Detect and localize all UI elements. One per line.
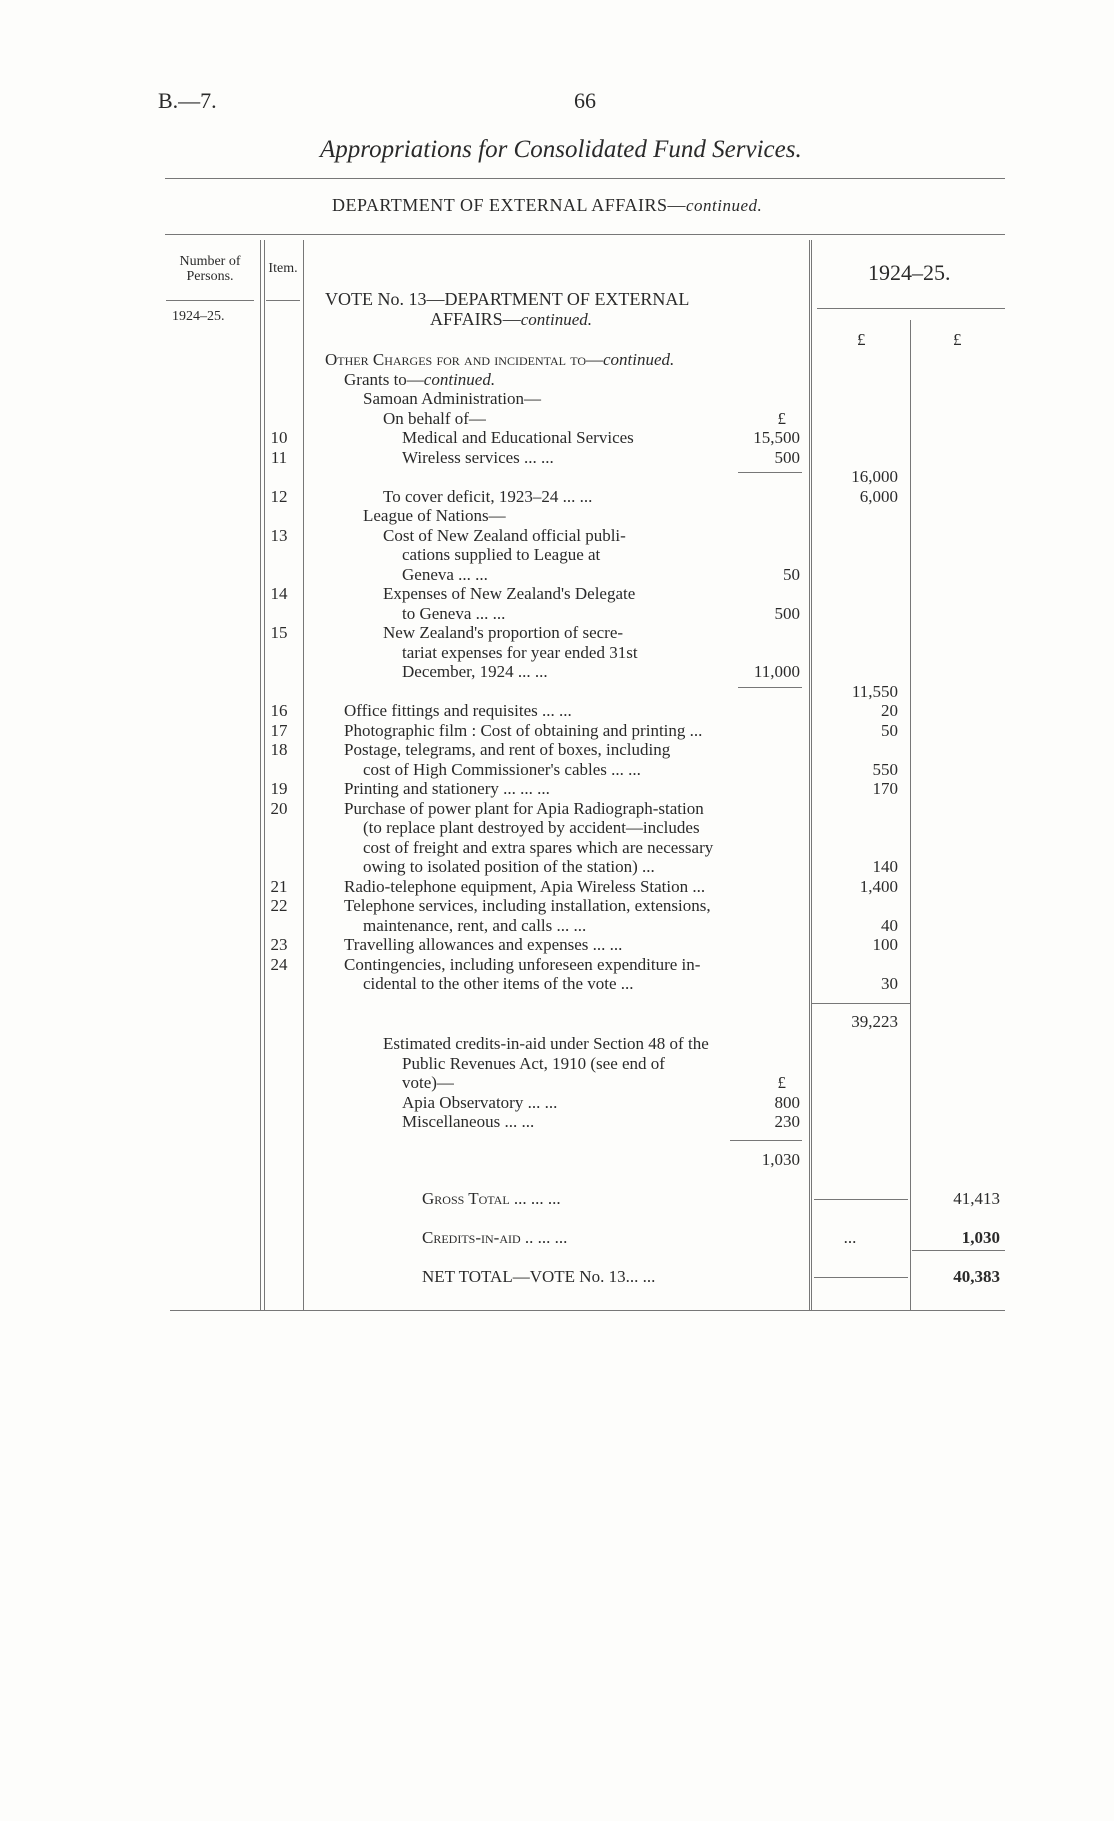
item-description: Expenses of New Zealand's Delegate	[383, 584, 636, 603]
item-description: To cover deficit, 1923–24 ... ...	[383, 486, 593, 506]
credits-intro: Public Revenues Act, 1910 (see end of	[402, 1053, 665, 1073]
item-total-amount: 100	[872, 935, 898, 954]
item-total-amount: 550	[872, 759, 898, 779]
item-sub-amount: 50	[783, 564, 800, 584]
item-description: Contingencies, including unforeseen expenditure in-	[344, 954, 701, 974]
item-sub-amount: 11,000	[753, 662, 800, 681]
item-description: Geneva ... ...	[402, 564, 488, 584]
net-total-value: 40,383	[953, 1267, 1000, 1286]
item-number: 18	[270, 740, 288, 759]
gross-total-label: Gross Total ... ... ...	[422, 1189, 561, 1208]
miscellaneous-value: 230	[774, 1112, 800, 1131]
item-number: 17	[270, 720, 288, 740]
item-sub-amount: 15,500	[753, 428, 800, 447]
item-description: December, 1924 ... ...	[402, 662, 548, 681]
item-total-amount: 20	[881, 701, 898, 720]
item-header: Item.	[268, 261, 298, 276]
item-description: Travelling allowances and expenses ... ...	[344, 935, 623, 954]
item-number: 15	[270, 623, 288, 642]
miscellaneous-label: Miscellaneous ... ...	[402, 1112, 535, 1131]
item-description: maintenance, rent, and calls ... ...	[363, 915, 587, 935]
item-number: 21	[270, 876, 288, 896]
item-sub-amount: 500	[774, 603, 800, 623]
other-charges-heading: Other Charges for and incidental to—continued.	[325, 350, 675, 369]
page-number: 66	[574, 88, 596, 113]
item-description: cost of freight and extra spares which are necessary	[363, 837, 714, 857]
item-description: Purchase of power plant for Apia Radiograph-station	[344, 798, 704, 818]
samoan-heading: Samoan Administration—	[363, 389, 542, 408]
net-total-label: NET TOTAL—VOTE No. 13... ...	[422, 1267, 656, 1286]
item-description: Photographic film : Cost of obtaining and printing ...	[344, 720, 703, 740]
item-total-amount: 40	[881, 915, 898, 935]
item-description: Medical and Educational Services	[402, 428, 634, 447]
item-number: 12	[270, 486, 288, 506]
item-number: 20	[270, 798, 288, 818]
apia-observatory-label: Apia Observatory ... ...	[402, 1092, 558, 1112]
gross-total-value: 41,413	[953, 1189, 1000, 1208]
item-description: (to replace plant destroyed by accident—includes	[363, 818, 700, 837]
item-number: 19	[270, 779, 288, 798]
pound-header-1: £	[857, 330, 866, 349]
page-title: Appropriations for Consolidated Fund Services.	[320, 136, 802, 163]
vote-heading: VOTE No. 13—DEPARTMENT OF EXTERNAL	[325, 289, 690, 309]
item-description: cations supplied to League at	[402, 545, 601, 564]
vote-heading-cont: AFFAIRS—continued.	[430, 309, 592, 329]
item-total-amount: 6,000	[859, 486, 898, 506]
item-description: Office fittings and requisites ... ...	[344, 701, 572, 720]
item-number: 22	[270, 896, 288, 915]
item-description: Cost of New Zealand official publi-	[383, 525, 626, 545]
item-number: 14	[270, 584, 288, 603]
item-sub-amount: 500	[774, 447, 800, 467]
item-number: 16	[270, 701, 288, 720]
credits-in-aid-value: 1,030	[961, 1228, 1000, 1247]
credits-intro: Estimated credits-in-aid under Section 48 of the	[383, 1034, 709, 1053]
apia-observatory-value: 800	[774, 1092, 800, 1112]
league-heading: League of Nations—	[363, 506, 506, 525]
vote-total: 39,223	[851, 1012, 898, 1031]
item-number: 24	[270, 954, 288, 974]
department-heading: DEPARTMENT OF EXTERNAL AFFAIRS—continued.	[332, 195, 763, 215]
item-total-amount: 170	[872, 779, 898, 798]
credits-intro: vote)—	[402, 1073, 454, 1092]
item-number: 13	[270, 525, 288, 545]
item-number: 23	[270, 935, 288, 954]
item-total-amount: 30	[881, 974, 898, 993]
document-code: B.—7.	[158, 88, 217, 113]
inner-pound-sign: £	[777, 408, 786, 428]
item-description: Postage, telegrams, and rent of boxes, including	[344, 740, 671, 759]
credits-in-aid-mid: ...	[843, 1228, 857, 1247]
credits-in-aid-label: Credits-in-aid .. ... ...	[422, 1228, 568, 1247]
item-description: Telephone services, including installation, extensions,	[344, 896, 711, 915]
item-description: to Geneva ... ...	[402, 603, 506, 623]
item-number: 10	[270, 428, 288, 447]
credits-pound-sign: £	[777, 1073, 786, 1092]
item-description: New Zealand's proportion of secre-	[383, 623, 624, 642]
number-of-persons-header: Number of Persons.	[179, 254, 241, 284]
persons-year: 1924–25.	[172, 309, 225, 324]
item-description: cidental to the other items of the vote ...	[363, 974, 634, 993]
grants-heading: Grants to—continued.	[344, 369, 496, 389]
item-number: 11	[270, 447, 288, 467]
pound-header-2: £	[953, 330, 962, 349]
item-total-amount: 1,400	[859, 876, 898, 896]
item-description: owing to isolated position of the station) ...	[363, 857, 655, 876]
item-total-amount: 140	[872, 857, 898, 876]
year-header: 1924–25.	[868, 260, 951, 285]
item-description: tariat expenses for year ended 31st	[402, 642, 638, 662]
item-description: Wireless services ... ...	[402, 447, 554, 467]
on-behalf-heading: On behalf of—	[383, 408, 486, 428]
item-description: cost of High Commissioner's cables ... ...	[363, 759, 641, 779]
item-description: Radio-telephone equipment, Apia Wireless Station ...	[344, 876, 706, 896]
credits-total: 1,030	[761, 1150, 800, 1169]
samoan-subtotal: 16,000	[851, 467, 898, 486]
league-subtotal: 11,550	[851, 681, 898, 701]
item-description: Printing and stationery ... ... ...	[344, 779, 550, 798]
item-total-amount: 50	[881, 720, 898, 740]
